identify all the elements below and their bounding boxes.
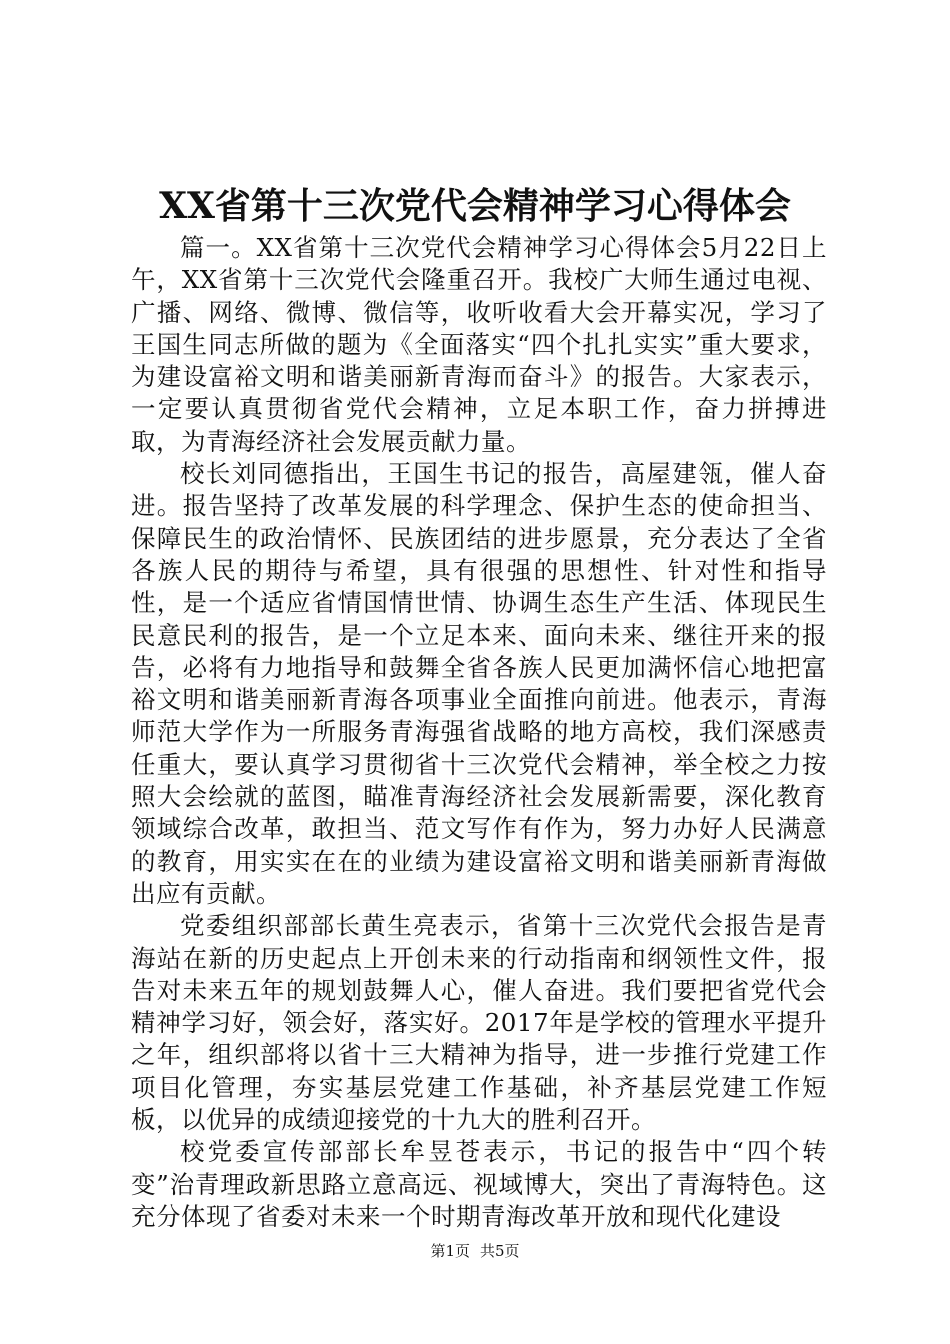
paragraph-1: 篇一。XX省第十三次党代会精神学习心得体会5月22日上午，XX省第十三次党代会隆重召开。我校广大师生通过电视、广播、网络、微博、微信等，收听收看大会开幕实况，学习了王国生同志所做的题为《全面落实“四个扎扎实实”重大要求，为建设富裕文明和谐美丽新青海而奋斗》的报告。大家表示，一定要认真贯彻省党代会精神，立足本职工作，奋力拼搏进取，为青海经济社会发展贡献力量。 bbox=[131, 233, 827, 456]
document-title: XX省第十三次党代会精神学习心得体会 bbox=[159, 185, 791, 227]
paragraph-2: 校长刘同德指出，王国生书记的报告，高屋建瓴，催人奋进。报告坚持了改革发展的科学理念、保护生态的使命担当、保障民生的政治情怀、民族团结的进步愿景，充分表达了全省各族人民的期待与希望，具有很强的思想性、针对性和指导性，是一个适应省情国情世情、协调生态生产生活、体现民生民意民利的报告，是一个立足本来、面向未来、继往开来的报告，必将有力地指导和鼓舞全省各族人民更加满怀信心地把富裕文明和谐美丽新青海各项事业全面推向前进。他表示，青海师范大学作为一所服务青海强省战略的地方高校，我们深感责任重大，要认真学习贯彻省十三次党代会精神，举全校之力按照大会绘就的蓝图，瞄准青海经济社会发展新需要，深化教育领域综合改革，敢担当、范文写作有作为，努力办好人民满意的教育，用实实在在的业绩为建设富裕文明和谐美丽新青海做出应有贡献。 bbox=[131, 459, 827, 908]
paragraph-3: 党委组织部部长黄生亮表示，省第十三次党代会报告是青海站在新的历史起点上开创未来的行动指南和纲领性文件，报告对未来五年的规划鼓舞人心，催人奋进。我们要把省党代会精神学习好，领会好，落实好。2017年是学校的管理水平提升之年，组织部将以省十三大精神为指导，进一步推行党建工作项目化管理，夯实基层党建工作基础，补齐基层党建工作短板，以优异的成绩迎接党的十九大的胜利召开。 bbox=[131, 911, 827, 1135]
paragraph-4: 校党委宣传部部长牟昱苍表示，书记的报告中“四个转变”治青理政新思路立意高远、视域博大，突出了青海特色。这充分体现了省委对未来一个时期青海改革开放和现代化建设 bbox=[131, 1137, 827, 1231]
page-number-total: 共5页 bbox=[480, 1242, 520, 1260]
page-footer bbox=[0, 1240, 950, 1262]
page-number-current: 第1页 bbox=[430, 1242, 470, 1260]
document-body bbox=[131, 232, 827, 1233]
